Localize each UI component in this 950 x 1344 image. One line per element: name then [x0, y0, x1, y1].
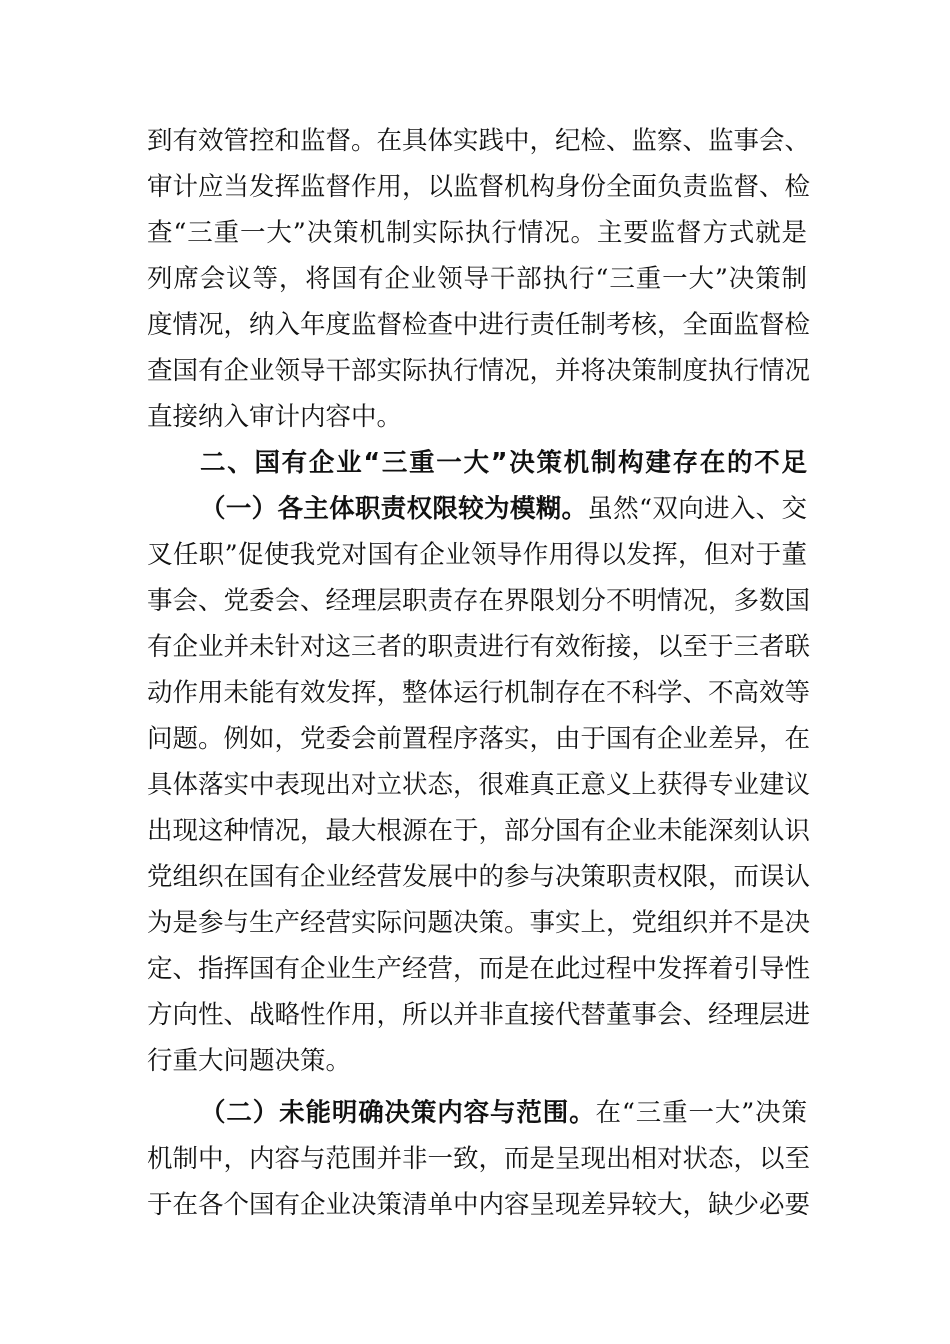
text-line — [200, 486, 807, 532]
section-heading: 二、国有企业“三重一大”决策机制构建存在的不足 — [200, 448, 807, 478]
text-line: 于在各个国有企业决策清单中内容呈现差异较大，缺少必要 — [147, 1190, 811, 1220]
text-span: 虽然“双向进入、交 — [587, 494, 807, 524]
text-line: 度情况，纳入年度监督检查中进行责任制考核，全面监督检 — [147, 310, 811, 340]
text-line: 党组织在国有企业经营发展中的参与决策职责权限，而误认 — [147, 862, 811, 892]
text-line: 审计应当发挥监督作用，以监督机构身份全面负责监督、检 — [147, 172, 811, 202]
text-line: 事会、党委会、经理层职责存在界限划分不明情况，多数国 — [147, 586, 811, 616]
text-line: 动作用未能有效发挥，整体运行机制存在不科学、不高效等 — [147, 678, 811, 708]
text-line: 查国有企业领导干部实际执行情况，并将决策制度执行情况 — [147, 356, 811, 386]
text-line: 直接纳入审计内容中。 — [147, 402, 403, 432]
text-span: 在“三重一大”决策 — [595, 1098, 807, 1128]
text-line: 有企业并未针对这三者的职责进行有效衔接，以至于三者联 — [147, 632, 811, 662]
text-line: 机制中，内容与范围并非一致，而是呈现出相对状态，以至 — [147, 1144, 811, 1174]
text-line: 定、指挥国有企业生产经营，而是在此过程中发挥着引导性 — [147, 954, 811, 984]
text-line: 列席会议等，将国有企业领导干部执行“三重一大”决策制 — [147, 264, 807, 294]
text-line: 方向性、战略性作用，所以并非直接代替董事会、经理层进 — [147, 1000, 811, 1030]
subsection-title: （一）各主体职责权限较为模糊。 — [200, 494, 588, 524]
text-line: 查“三重一大”决策机制实际执行情况。主要监督方式就是 — [147, 218, 807, 248]
text-line: 到有效管控和监督。在具体实践中，纪检、监察、监事会、 — [147, 126, 811, 156]
text-line: 叉任职”促使我党对国有企业领导作用得以发挥，但对于董 — [147, 540, 807, 570]
subsection-title: （二）未能明确决策内容与范围。 — [200, 1098, 596, 1128]
text-line — [200, 1090, 807, 1136]
text-line: 为是参与生产经营实际问题决策。事实上，党组织并不是决 — [147, 908, 811, 938]
text-line: 出现这种情况，最大根源在于，部分国有企业未能深刻认识 — [147, 816, 811, 846]
text-line: 行重大问题决策。 — [147, 1046, 352, 1076]
text-line: 问题。例如，党委会前置程序落实，由于国有企业差异，在 — [147, 724, 811, 754]
text-line: 具体落实中表现出对立状态，很难真正意义上获得专业建议 — [147, 770, 811, 800]
